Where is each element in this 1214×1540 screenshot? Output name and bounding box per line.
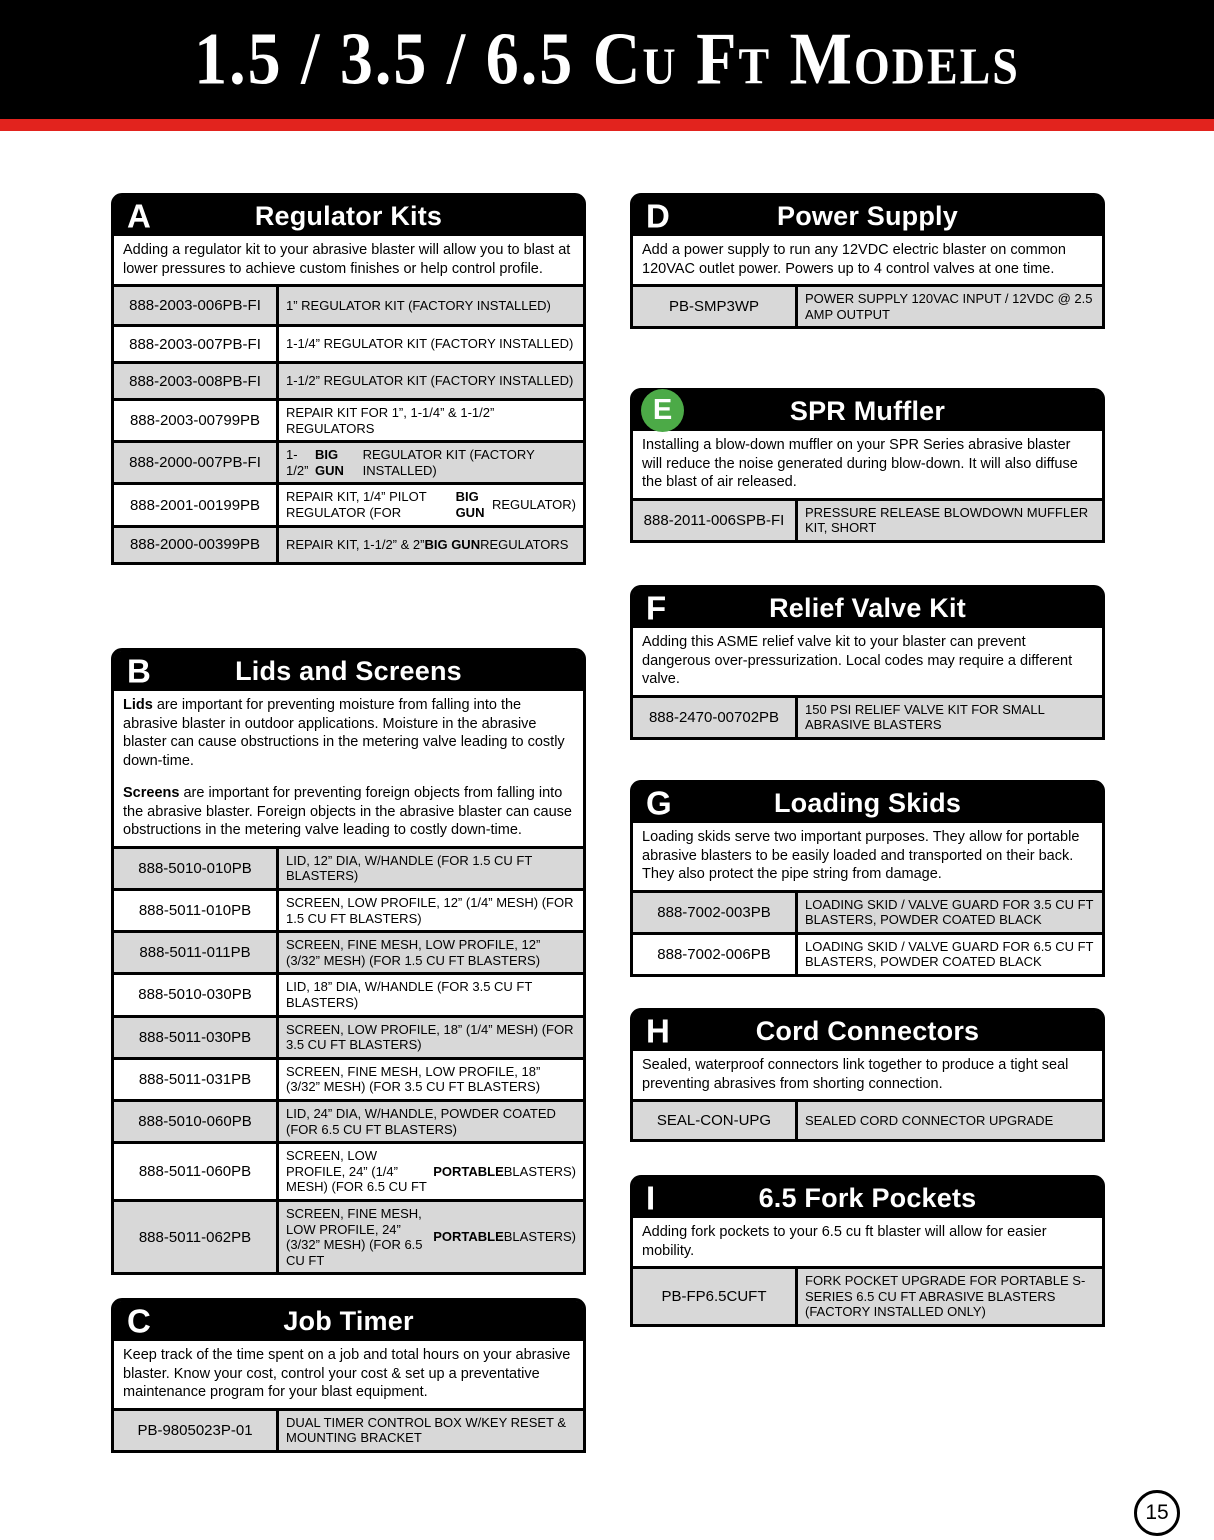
part-number-cell: 888-5010-060PB <box>114 1102 279 1141</box>
description-paragraph: Adding a regulator kit to your abrasive blaster will allow you to blast at lower pressures to achieve custom finishes or help control profile. <box>123 242 571 277</box>
table-row <box>114 1057 583 1099</box>
part-description-cell: REPAIR KIT, 1-1/2” & 2” BIG GUN REGULATORS <box>286 536 569 552</box>
table-row <box>114 1199 583 1272</box>
part-description-cell: REPAIR KIT, 1/4” PILOT REGULATOR (FOR BIG GUN REGULATOR) <box>286 489 576 521</box>
part-number-cell: 888-5011-010PB <box>114 891 279 930</box>
part-description-cell: 1” REGULATOR KIT (FACTORY INSTALLED) <box>286 297 551 313</box>
parts-table <box>114 287 583 562</box>
section-title: Lids and Screens <box>235 655 462 686</box>
part-description-cell: POWER SUPPLY 120VAC INPUT / 12VDC @ 2.5 AMP OUTPUT <box>805 291 1093 322</box>
section-f-relief-valve-kit <box>630 585 1105 740</box>
section-letter: C <box>127 1302 151 1340</box>
table-row <box>114 440 583 482</box>
section-e-spr-muffler <box>630 388 1105 543</box>
section-header <box>633 783 1102 823</box>
parts-table <box>633 1102 1102 1139</box>
section-description <box>633 1218 1102 1269</box>
part-number-cell: 888-5010-010PB <box>114 849 279 888</box>
table-row <box>114 482 583 524</box>
section-header <box>633 391 1102 431</box>
section-letter: B <box>127 652 151 690</box>
part-description-cell: LID, 12” DIA, W/HANDLE (FOR 1.5 CU FT BLASTERS) <box>286 852 533 884</box>
part-description-cell: LID, 24” DIA, W/HANDLE, POWDER COATED (FOR 6.5 CU FT BLASTERS) <box>286 1105 556 1137</box>
table-row <box>633 1102 1102 1139</box>
part-description-cell: LOADING SKID / VALVE GUARD FOR 3.5 CU FT BLASTERS, POWDER COATED BLACK <box>805 896 1094 928</box>
part-description-cell: REPAIR KIT FOR 1”, 1-1/4” & 1-1/2” REGULATORS <box>286 405 495 436</box>
part-number-cell: 888-2003-007PB-FI <box>114 327 279 361</box>
part-number-cell: 888-2001-00199PB <box>114 485 279 524</box>
part-number-cell: PB-FP6.5CUFT <box>633 1269 798 1324</box>
part-description-cell: DUAL TIMER CONTROL BOX W/KEY RESET & MOUNTING BRACKET <box>286 1414 567 1446</box>
description-paragraph: Keep track of the time spent on a job and total hours on your abrasive blaster. Know your cost, control your cost & set up a preventative maintenance program for your blast equipment. <box>123 1347 571 1401</box>
part-description-cell: SCREEN, FINE MESH, LOW PROFILE, 12” (3/32” MESH) (FOR 1.5 CU FT BLASTERS) <box>286 937 541 968</box>
section-title: Loading Skids <box>773 787 962 818</box>
part-number-cell: 888-5010-030PB <box>114 975 279 1014</box>
table-row <box>114 1099 583 1141</box>
table-row <box>114 361 583 398</box>
section-header <box>633 1178 1102 1218</box>
description-paragraph: Loading skids serve two important purposes. They allow for portable abrasive blasters to be easily loaded and transported on their back. They also protect the pipe string from damage. <box>642 829 1080 883</box>
table-row <box>114 1015 583 1057</box>
section-description <box>114 1341 583 1411</box>
part-description-cell: LID, 18” DIA, W/HANDLE (FOR 3.5 CU FT BLASTERS) <box>286 979 533 1010</box>
parts-table <box>633 893 1102 974</box>
parts-table <box>114 1411 583 1450</box>
table-row <box>633 501 1102 540</box>
section-h-cord-connectors <box>630 1008 1105 1142</box>
part-description-cell: SEALED CORD CONNECTOR UPGRADE <box>805 1112 1054 1128</box>
section-letter: G <box>646 784 672 822</box>
section-header <box>633 1011 1102 1051</box>
section-title: 6.5 Fork Pockets <box>758 1182 977 1213</box>
table-row <box>633 287 1102 326</box>
section-header <box>633 588 1102 628</box>
section-letter-green-badge: E <box>641 389 684 432</box>
section-title: Relief Valve Kit <box>769 592 966 623</box>
section-description <box>114 691 583 849</box>
description-paragraph: Adding fork pockets to your 6.5 cu ft blaster will allow for easier mobility. <box>642 1224 1047 1259</box>
part-description-cell: 1-1/2” BIG GUN REGULATOR KIT (FACTORY INSTALLED) <box>286 447 535 478</box>
table-row <box>633 1269 1102 1324</box>
part-number-cell: 888-5011-031PB <box>114 1060 279 1099</box>
part-number-cell: 888-5011-060PB <box>114 1144 279 1199</box>
part-description-cell: 1-1/2” REGULATOR KIT (FACTORY INSTALLED) <box>286 373 574 389</box>
part-number-cell: 888-2003-008PB-FI <box>114 364 279 398</box>
section-description <box>633 823 1102 893</box>
table-row <box>114 888 583 930</box>
table-row <box>114 525 583 562</box>
part-number-cell: 888-2003-00799PB <box>114 401 279 440</box>
page-number-badge: 15 <box>1134 1490 1180 1536</box>
part-number-cell: 888-2000-007PB-FI <box>114 443 279 482</box>
section-title: Job Timer <box>283 1305 414 1336</box>
section-title: Cord Connectors <box>755 1015 980 1046</box>
part-number-cell: 888-7002-006PB <box>633 935 798 974</box>
part-number-cell: 888-2003-006PB-FI <box>114 287 279 324</box>
title-banner <box>0 0 1214 119</box>
table-row <box>114 849 583 888</box>
section-title: Power Supply <box>777 200 958 231</box>
section-description <box>114 236 583 287</box>
part-number-cell: 888-7002-003PB <box>633 893 798 932</box>
table-row <box>114 1411 583 1450</box>
description-paragraph: Installing a blow-down muffler on your SPR Series abrasive blaster will reduce the noise generated during blow-down. It will also diffuse the blast of air released. <box>642 437 1078 491</box>
part-number-cell: 888-5011-011PB <box>114 933 279 972</box>
parts-table <box>633 698 1102 737</box>
section-header <box>114 651 583 691</box>
table-row <box>114 930 583 972</box>
table-row <box>114 324 583 361</box>
parts-table <box>633 501 1102 540</box>
part-description-cell: PRESSURE RELEASE BLOWDOWN MUFFLER KIT, SHORT <box>805 504 1089 536</box>
section-description <box>633 236 1102 287</box>
section-letter: D <box>646 197 670 235</box>
section-d-power-supply <box>630 193 1105 329</box>
section-a-regulator-kits <box>111 193 586 565</box>
parts-table <box>633 1269 1102 1324</box>
part-description-cell: SCREEN, LOW PROFILE, 24” (1/4” MESH) (FOR 6.5 CU FT PORTABLE BLASTERS) <box>286 1148 576 1195</box>
section-c-job-timer <box>111 1298 586 1453</box>
part-number-cell: PB-SMP3WP <box>633 287 798 326</box>
table-row <box>114 398 583 440</box>
table-row <box>633 698 1102 737</box>
table-row <box>114 972 583 1014</box>
section-header <box>114 1301 583 1341</box>
part-number-cell: 888-2000-00399PB <box>114 528 279 562</box>
section-title: Regulator Kits <box>254 200 443 231</box>
part-description-cell: 1-1/4” REGULATOR KIT (FACTORY INSTALLED) <box>286 336 574 352</box>
section-description <box>633 431 1102 501</box>
section-title: SPR Muffler <box>789 395 946 426</box>
part-description-cell: SCREEN, FINE MESH, LOW PROFILE, 18” (3/32” MESH) (FOR 3.5 CU FT BLASTERS) <box>286 1063 541 1095</box>
description-paragraph: Screens are important for preventing foreign objects from falling into the abrasive blaster. Foreign objects in the abrasive blaster can cause obstructions in the metering valve leading to costly down-time. <box>123 785 572 839</box>
table-row <box>633 932 1102 974</box>
section-letter: H <box>646 1012 670 1050</box>
section-letter: F <box>646 589 667 627</box>
description-paragraph: Adding this ASME relief valve kit to your blaster can prevent dangerous over-pressurization. Local codes may require a different valve. <box>642 634 1073 688</box>
part-description-cell: 150 PSI RELIEF VALVE KIT FOR SMALL ABRASIVE BLASTERS <box>805 701 1045 733</box>
part-number-cell: 888-5011-062PB <box>114 1202 279 1272</box>
description-paragraph: Lids are important for preventing moisture from falling into the abrasive blaster in outdoor applications. Moisture in the abrasive blaster can cause obstructions in the metering valve leading to costly down-time. <box>123 697 565 769</box>
section-description <box>633 1051 1102 1102</box>
section-header <box>114 196 583 236</box>
section-b-lids-and-screens <box>111 648 586 1275</box>
description-paragraph: Sealed, waterproof connectors link together to produce a tight seal preventing abrasives from shorting connection. <box>642 1057 1069 1092</box>
section-header <box>633 196 1102 236</box>
page-title: 1.5 / 3.5 / 6.5 Cu Ft Models <box>194 18 1020 100</box>
table-row <box>633 893 1102 932</box>
part-number-cell: 888-5011-030PB <box>114 1018 279 1057</box>
part-number-cell: 888-2470-00702PB <box>633 698 798 737</box>
parts-table <box>114 849 583 1272</box>
parts-table <box>633 287 1102 326</box>
table-row <box>114 1141 583 1199</box>
description-paragraph: Add a power supply to run any 12VDC electric blaster on common 120VAC outlet power. Powers up to 4 control valves at one time. <box>642 242 1066 277</box>
part-description-cell: SCREEN, LOW PROFILE, 12” (1/4” MESH) (FOR 1.5 CU FT BLASTERS) <box>286 895 574 926</box>
red-divider <box>0 119 1214 131</box>
part-number-cell: PB-9805023P-01 <box>114 1411 279 1450</box>
part-description-cell: FORK POCKET UPGRADE FOR PORTABLE S-SERIES 6.5 CU FT ABRASIVE BLASTERS (FACTORY INSTALLED ONLY) <box>805 1273 1086 1320</box>
section-i-fork-pockets <box>630 1175 1105 1327</box>
section-letter: I <box>646 1179 656 1217</box>
part-description-cell: LOADING SKID / VALVE GUARD FOR 6.5 CU FT BLASTERS, POWDER COATED BLACK <box>805 938 1094 970</box>
part-description-cell: SCREEN, FINE MESH, LOW PROFILE, 24” (3/32” MESH) (FOR 6.5 CU FT PORTABLE BLASTERS) <box>286 1205 576 1268</box>
part-number-cell: 888-2011-006SPB-FI <box>633 501 798 540</box>
section-letter: A <box>127 197 151 235</box>
part-number-cell: SEAL-CON-UPG <box>633 1102 798 1139</box>
part-description-cell: SCREEN, LOW PROFILE, 18” (1/4” MESH) (FOR 3.5 CU FT BLASTERS) <box>286 1021 574 1053</box>
table-row <box>114 287 583 324</box>
section-g-loading-skids <box>630 780 1105 977</box>
section-description <box>633 628 1102 698</box>
